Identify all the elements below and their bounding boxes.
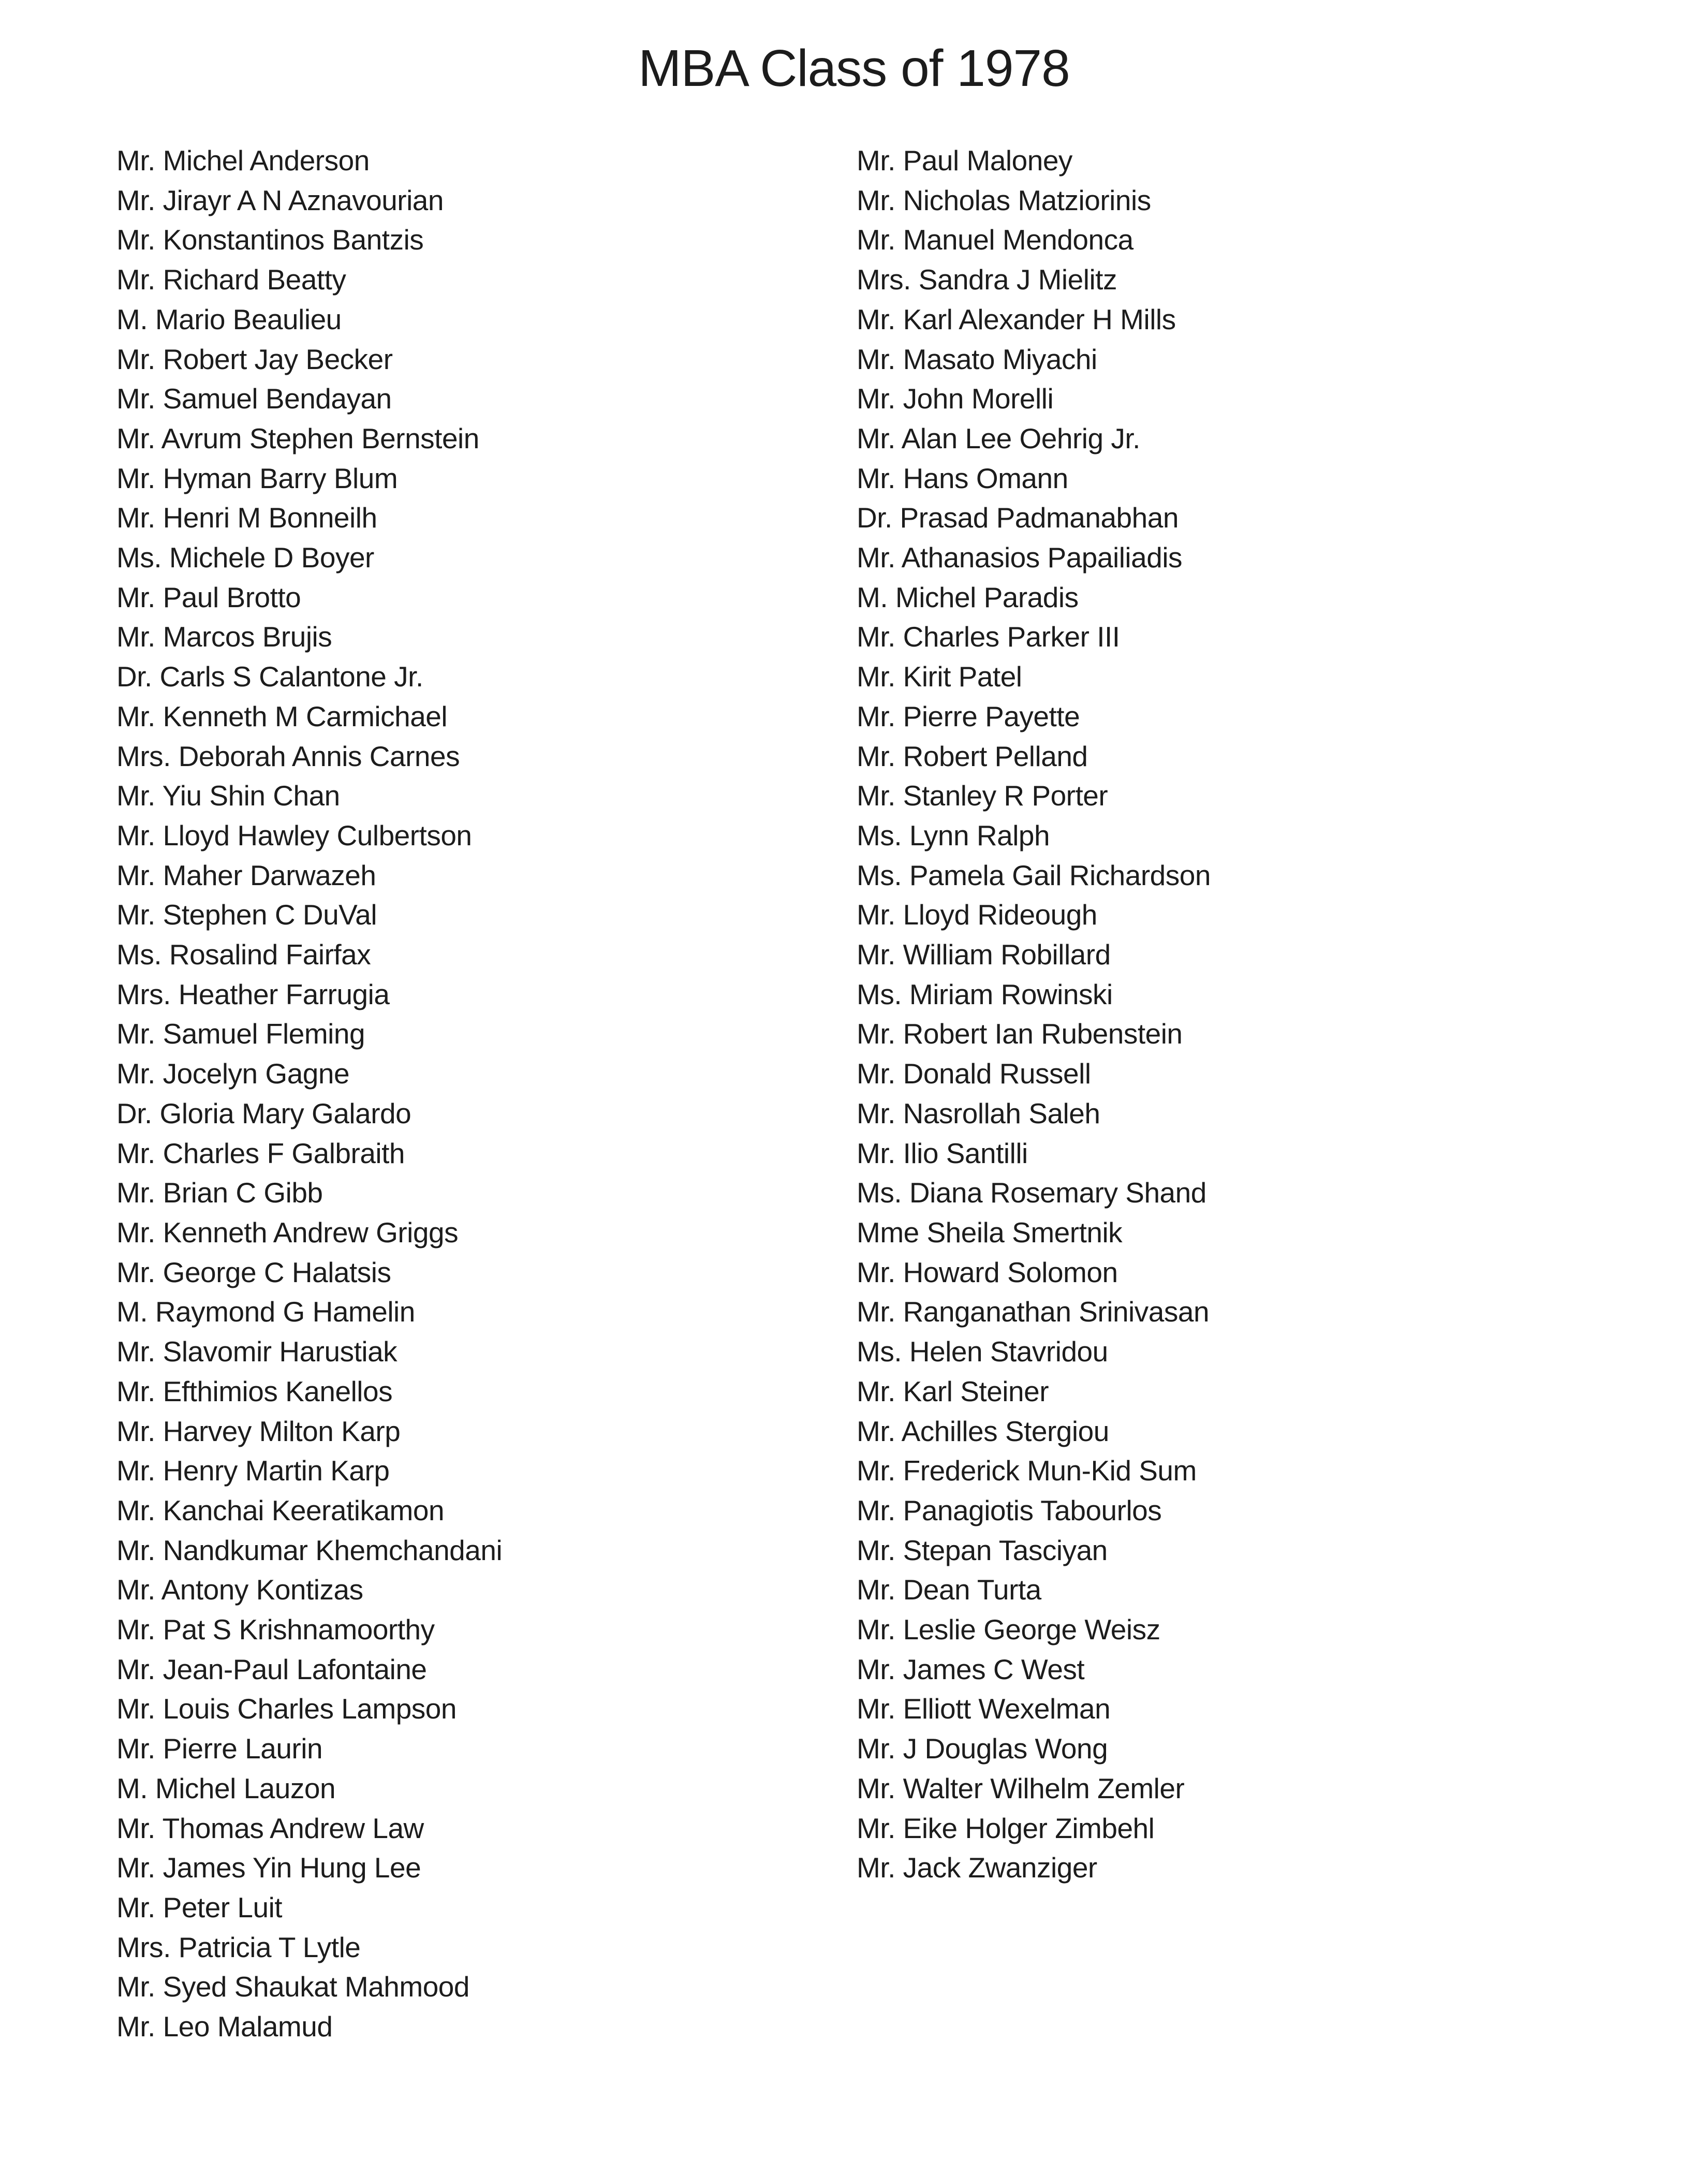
attendee-name: M. Michel Lauzon (116, 1772, 336, 1804)
attendee-name: Mr. Peter Luit (116, 1891, 283, 1923)
attendee-name: M. Raymond G Hamelin (116, 1296, 415, 1328)
attendee-name: Mr. Elliott Wexelman (857, 1693, 1111, 1725)
attendee-name: Mr. James Yin Hung Lee (116, 1852, 421, 1884)
attendee-name: Mr. Lloyd Rideough (857, 899, 1097, 931)
attendee-name: M. Mario Beaulieu (116, 303, 342, 335)
attendee-name: Mr. Robert Jay Becker (116, 343, 393, 375)
roster-column-right (857, 141, 1211, 1888)
attendee-name: Mr. Jirayr A N Aznavourian (116, 184, 444, 216)
roster-column-left (116, 141, 502, 2047)
attendee-name: Mr. Masato Miyachi (857, 343, 1097, 375)
attendee-name: Mr. Harvey Milton Karp (116, 1415, 401, 1447)
attendee-name: Dr. Carls S Calantone Jr. (116, 660, 423, 693)
attendee-name: Mr. Alan Lee Oehrig Jr. (857, 422, 1140, 454)
attendee-name: Mr. Robert Ian Rubenstein (857, 1018, 1183, 1050)
attendee-name: Mrs. Sandra J Mielitz (857, 263, 1117, 296)
attendee-name: Mr. Stepan Tasciyan (857, 1534, 1108, 1566)
attendee-name: Ms. Diana Rosemary Shand (857, 1177, 1206, 1209)
attendee-name: Mr. Leo Malamud (116, 2010, 333, 2043)
attendee-name: Mr. Avrum Stephen Bernstein (116, 422, 479, 454)
attendee-name: Mr. Kirit Patel (857, 660, 1022, 693)
attendee-name: Mr. Karl Steiner (857, 1375, 1049, 1407)
attendee-name: Mr. Paul Maloney (857, 144, 1072, 177)
attendee-name: Mr. Nandkumar Khemchandani (116, 1534, 503, 1566)
attendee-name: Mr. Athanasios Papailiadis (857, 541, 1183, 574)
attendee-name: Mr. Samuel Bendayan (116, 383, 392, 415)
attendee-name: Mr. Karl Alexander H Mills (857, 303, 1176, 335)
attendee-name: Mr. Michel Anderson (116, 144, 370, 177)
attendee-name: Mr. James C West (857, 1653, 1085, 1685)
attendee-name: Mr. Leslie George Weisz (857, 1613, 1160, 1646)
attendee-name: Mr. Walter Wilhelm Zemler (857, 1772, 1185, 1804)
attendee-name: Mr. Efthimios Kanellos (116, 1375, 393, 1407)
attendee-name: Mr. Hyman Barry Blum (116, 462, 398, 494)
attendee-name: Ms. Lynn Ralph (857, 819, 1050, 851)
attendee-name: Mr. Maher Darwazeh (116, 859, 376, 891)
attendee-name: Mr. Ilio Santilli (857, 1137, 1028, 1169)
attendee-name: Ms. Miriam Rowinski (857, 978, 1113, 1010)
attendee-name: Mr. Howard Solomon (857, 1256, 1118, 1288)
attendee-name: Mr. Richard Beatty (116, 263, 346, 296)
attendee-name: Mr. Paul Brotto (116, 581, 301, 613)
attendee-name: Mr. Charles Parker III (857, 621, 1120, 653)
attendee-name: Mr. Achilles Stergiou (857, 1415, 1109, 1447)
attendee-name: Mr. William Robillard (857, 938, 1111, 971)
attendee-name: Mr. George C Halatsis (116, 1256, 391, 1288)
attendee-name: Mr. Manuel Mendonca (857, 224, 1133, 256)
attendee-name: Mr. Nicholas Matziorinis (857, 184, 1151, 216)
attendee-name: Mr. Jocelyn Gagne (116, 1057, 350, 1090)
attendee-name: Dr. Gloria Mary Galardo (116, 1097, 411, 1129)
attendee-name: Mr. Charles F Galbraith (116, 1137, 405, 1169)
attendee-name: Mr. Nasrollah Saleh (857, 1097, 1100, 1129)
attendee-name: Mr. Kenneth Andrew Griggs (116, 1216, 459, 1248)
attendee-name: Mr. Stephen C DuVal (116, 899, 377, 931)
attendee-name: Mr. Panagiotis Tabourlos (857, 1494, 1162, 1526)
attendee-name: Mr. Dean Turta (857, 1574, 1041, 1606)
attendee-name: Mr. Pierre Payette (857, 700, 1080, 732)
attendee-name: Ms. Rosalind Fairfax (116, 938, 371, 971)
attendee-name: Mr. Slavomir Harustiak (116, 1335, 397, 1368)
attendee-name: Ms. Pamela Gail Richardson (857, 859, 1211, 891)
attendee-name: Mr. Jean-Paul Lafontaine (116, 1653, 427, 1685)
attendee-name: Mr. Henry Martin Karp (116, 1455, 390, 1487)
attendee-name: Mr. Kenneth M Carmichael (116, 700, 448, 732)
attendee-name: Mr. Louis Charles Lampson (116, 1693, 457, 1725)
attendee-name: Mr. Marcos Brujis (116, 621, 332, 653)
attendee-name: Mr. Henri M Bonneilh (116, 502, 377, 534)
attendee-name: Mr. Pierre Laurin (116, 1732, 323, 1765)
attendee-name: Mr. Donald Russell (857, 1057, 1091, 1090)
attendee-name: Mme Sheila Smertnik (857, 1216, 1123, 1248)
attendee-name: Ms. Helen Stavridou (857, 1335, 1108, 1368)
attendee-name: Mrs. Patricia T Lytle (116, 1931, 361, 1963)
attendee-name: Mr. Brian C Gibb (116, 1177, 323, 1209)
attendee-name: Mrs. Heather Farrugia (116, 978, 390, 1010)
attendee-name: Mr. Frederick Mun-Kid Sum (857, 1455, 1197, 1487)
attendee-name: Mr. Lloyd Hawley Culbertson (116, 819, 472, 851)
attendee-name: Dr. Prasad Padmanabhan (857, 502, 1179, 534)
attendee-name: Mr. Antony Kontizas (116, 1574, 363, 1606)
attendee-name: Mr. Stanley R Porter (857, 780, 1108, 812)
attendee-name: Mr. Konstantinos Bantzis (116, 224, 424, 256)
page-title: MBA Class of 1978 (638, 39, 1070, 97)
attendee-name: Mr. J Douglas Wong (857, 1732, 1108, 1765)
attendee-name: Mr. Yiu Shin Chan (116, 780, 340, 812)
attendee-name: Mr. Ranganathan Srinivasan (857, 1296, 1210, 1328)
attendee-name: Mr. John Morelli (857, 383, 1054, 415)
attendee-name: Mr. Eike Holger Zimbehl (857, 1812, 1155, 1844)
attendee-name: Mr. Syed Shaukat Mahmood (116, 1971, 469, 2003)
attendee-name: Mr. Thomas Andrew Law (116, 1812, 424, 1844)
attendee-name: Mr. Robert Pelland (857, 740, 1088, 772)
attendee-name: Mr. Kanchai Keeratikamon (116, 1494, 445, 1526)
attendee-name: Mrs. Deborah Annis Carnes (116, 740, 460, 772)
attendee-name: Mr. Hans Omann (857, 462, 1068, 494)
attendee-name: Mr. Pat S Krishnamoorthy (116, 1613, 435, 1646)
attendee-name: Ms. Michele D Boyer (116, 541, 374, 574)
attendee-name: Mr. Samuel Fleming (116, 1018, 365, 1050)
attendee-name: Mr. Jack Zwanziger (857, 1852, 1097, 1884)
attendee-name: M. Michel Paradis (857, 581, 1079, 613)
